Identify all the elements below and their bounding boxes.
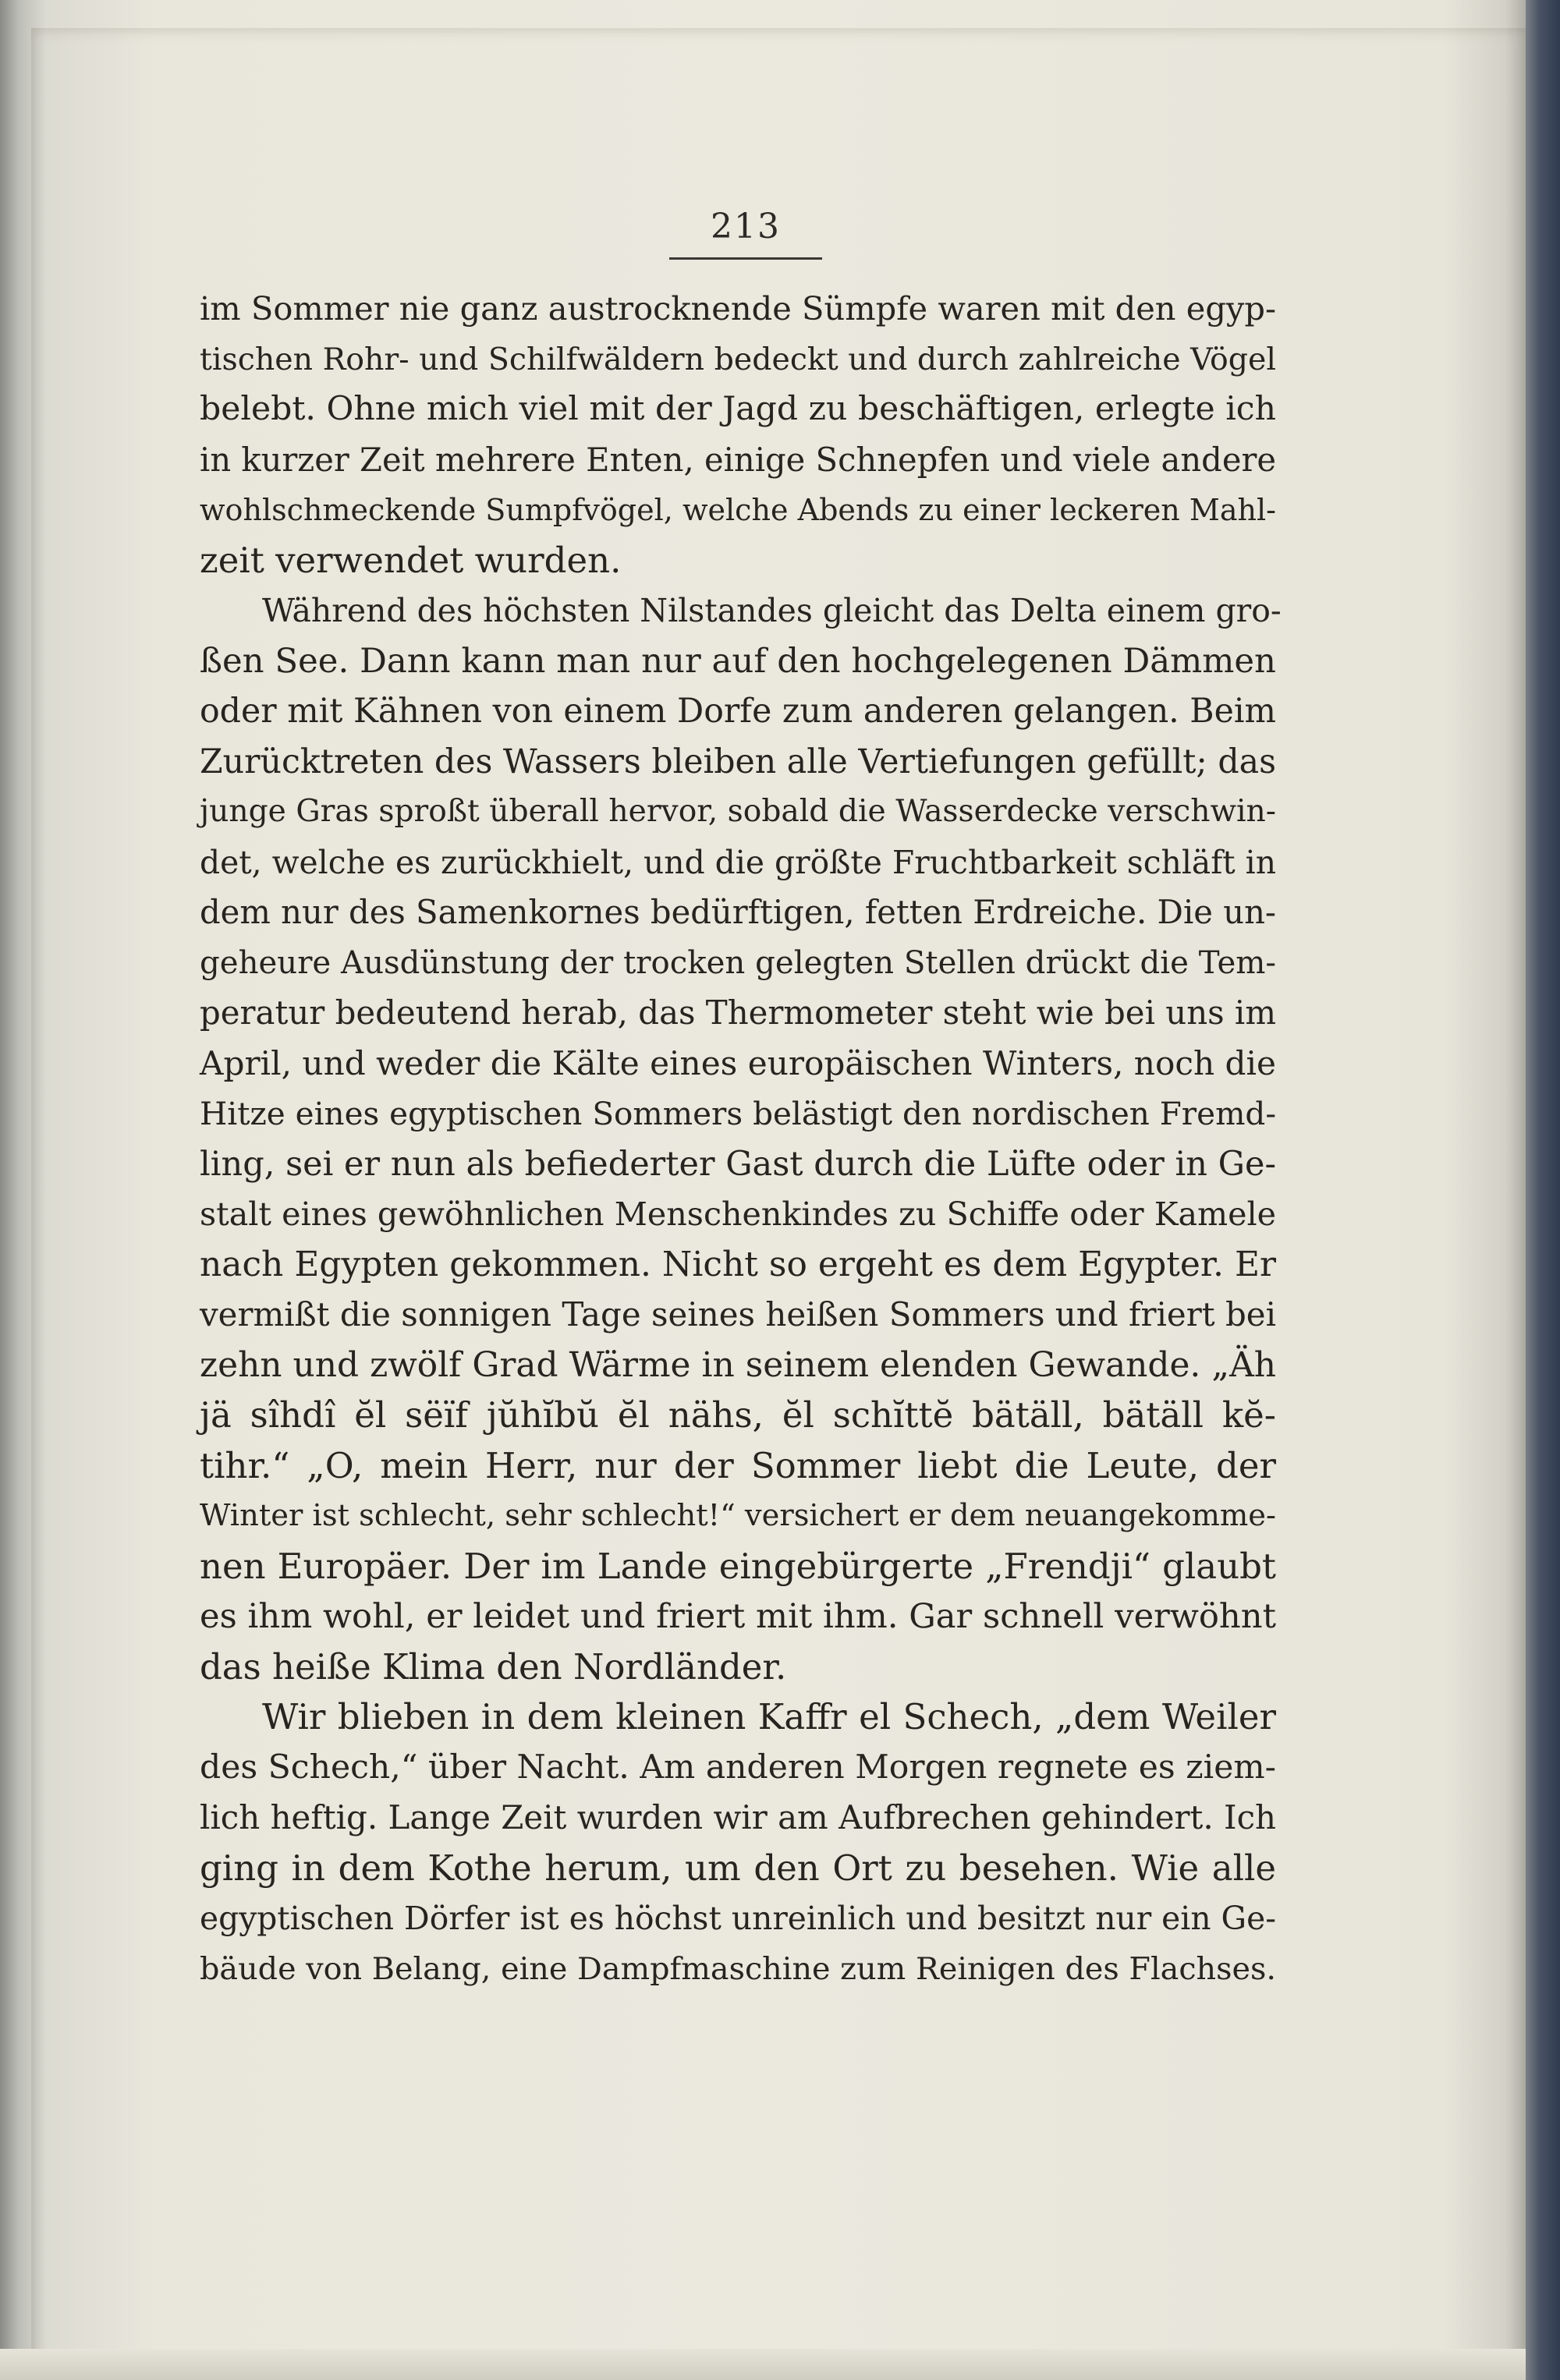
text-line: nen Europäer. Der im Lande eingebürgerte „Frendji“ glaubt [200, 1545, 1276, 1587]
text-line: vermißt die sonnigen Tage seines heißen Sommers und friert bei [200, 1295, 1276, 1333]
page-number: 213 [711, 207, 781, 246]
text-line: nach Egypten gekommen. Nicht so ergeht es dem Egypter. Er [200, 1244, 1276, 1284]
text-line: peratur bedeutend herab, das Thermometer steht wie bei uns im [200, 993, 1276, 1032]
text-line: Während des höchsten Nilstandes gleicht das Delta einem gro- [262, 592, 1282, 629]
text-line: ßen See. Dann kann man nur auf den hochgelegenen Dämmen [200, 641, 1276, 681]
text-line: geheure Ausdünstung der trocken gelegten Stellen drückt die Tem- [200, 944, 1276, 981]
text-line: tischen Rohr- und Schilfwäldern bedeckt und durch zahlreiche Vögel [200, 341, 1276, 377]
text-line: dem nur des Samenkornes bedürftigen, fetten Erdreiche. Die un- [200, 893, 1276, 931]
page-number-rule [669, 257, 822, 260]
text-line: Hitze eines egyptischen Sommers belästigt den nordischen Fremd- [200, 1095, 1276, 1132]
text-line: ling, sei er nun als befiederter Gast durch die Lüfte oder in Ge- [200, 1144, 1276, 1184]
text-line: es ihm wohl, er leidet und friert mit ihm. Gar schnell verwöhnt [200, 1597, 1276, 1636]
text-line: oder mit Kähnen von einem Dorfe zum anderen gelangen. Beim [200, 692, 1276, 731]
text-line: ging in dem Kothe herum, um den Ort zu besehen. Wie alle [200, 1847, 1276, 1889]
text-line: belebt. Ohne mich viel mit der Jagd zu beschäftigen, erlegte ich [200, 390, 1276, 428]
text-line: in kurzer Zeit mehrere Enten, einige Schnepfen und viele andere [200, 440, 1276, 479]
text-line: Zurücktreten des Wassers bleiben alle Vertiefungen gefüllt; das [200, 742, 1276, 781]
text-line: des Schech,“ über Nacht. Am anderen Morgen regnete es ziem- [200, 1748, 1276, 1787]
text-line: Wir blieben in dem kleinen Kaffr el Schech, „dem Weiler [262, 1696, 1276, 1737]
text-line: det, welche es zurückhielt, und die größte Fruchtbarkeit schläft in [200, 843, 1276, 881]
text-line: junge Gras sproßt überall hervor, sobald die Wasserdecke verschwin- [200, 794, 1276, 829]
text-line: jä sîhdî ĕl sëïf jŭhĭbŭ ĕl nähs, ĕl schĭttĕ bätäll, bätäll kĕ- [200, 1394, 1276, 1436]
text-line: bäude von Belang, eine Dampfmaschine zum Reinigen des Flachses. [200, 1950, 1276, 1987]
book-edge-binding [1526, 0, 1560, 2380]
body-text [200, 284, 1282, 1994]
text-line: lich heftig. Lange Zeit wurden wir am Aufbrechen gehindert. Ich [200, 1798, 1276, 1836]
text-line: egyptischen Dörfer ist es höchst unreinlich und besitzt nur ein Ge- [200, 1900, 1276, 1937]
text-line: das heiße Klima den Nordländer. [200, 1645, 787, 1688]
text-line: wohlschmeckende Sumpfvögel, welche Abends zu einer leckeren Mahl- [200, 493, 1276, 527]
text-line: tihr.“ „O, mein Herr, nur der Sommer liebt die Leute, der [200, 1444, 1276, 1486]
text-line: zeit verwendet wurden. [200, 539, 622, 581]
text-line: im Sommer nie ganz austrocknende Sümpfe waren mit den egyp- [200, 289, 1276, 328]
text-line: zehn und zwölf Grad Wärme in seinem elenden Gewande. „Äh [200, 1344, 1276, 1385]
text-line: April, und weder die Kälte eines europäischen Winters, noch die [200, 1043, 1276, 1082]
text-line: Winter ist schlecht, sehr schlecht!“ versichert er dem neuangekomme- [200, 1498, 1276, 1533]
text-line: stalt eines gewöhnlichen Menschenkindes zu Schiffe oder Kamele [200, 1195, 1276, 1233]
page-bottom-edge [0, 2349, 1526, 2380]
